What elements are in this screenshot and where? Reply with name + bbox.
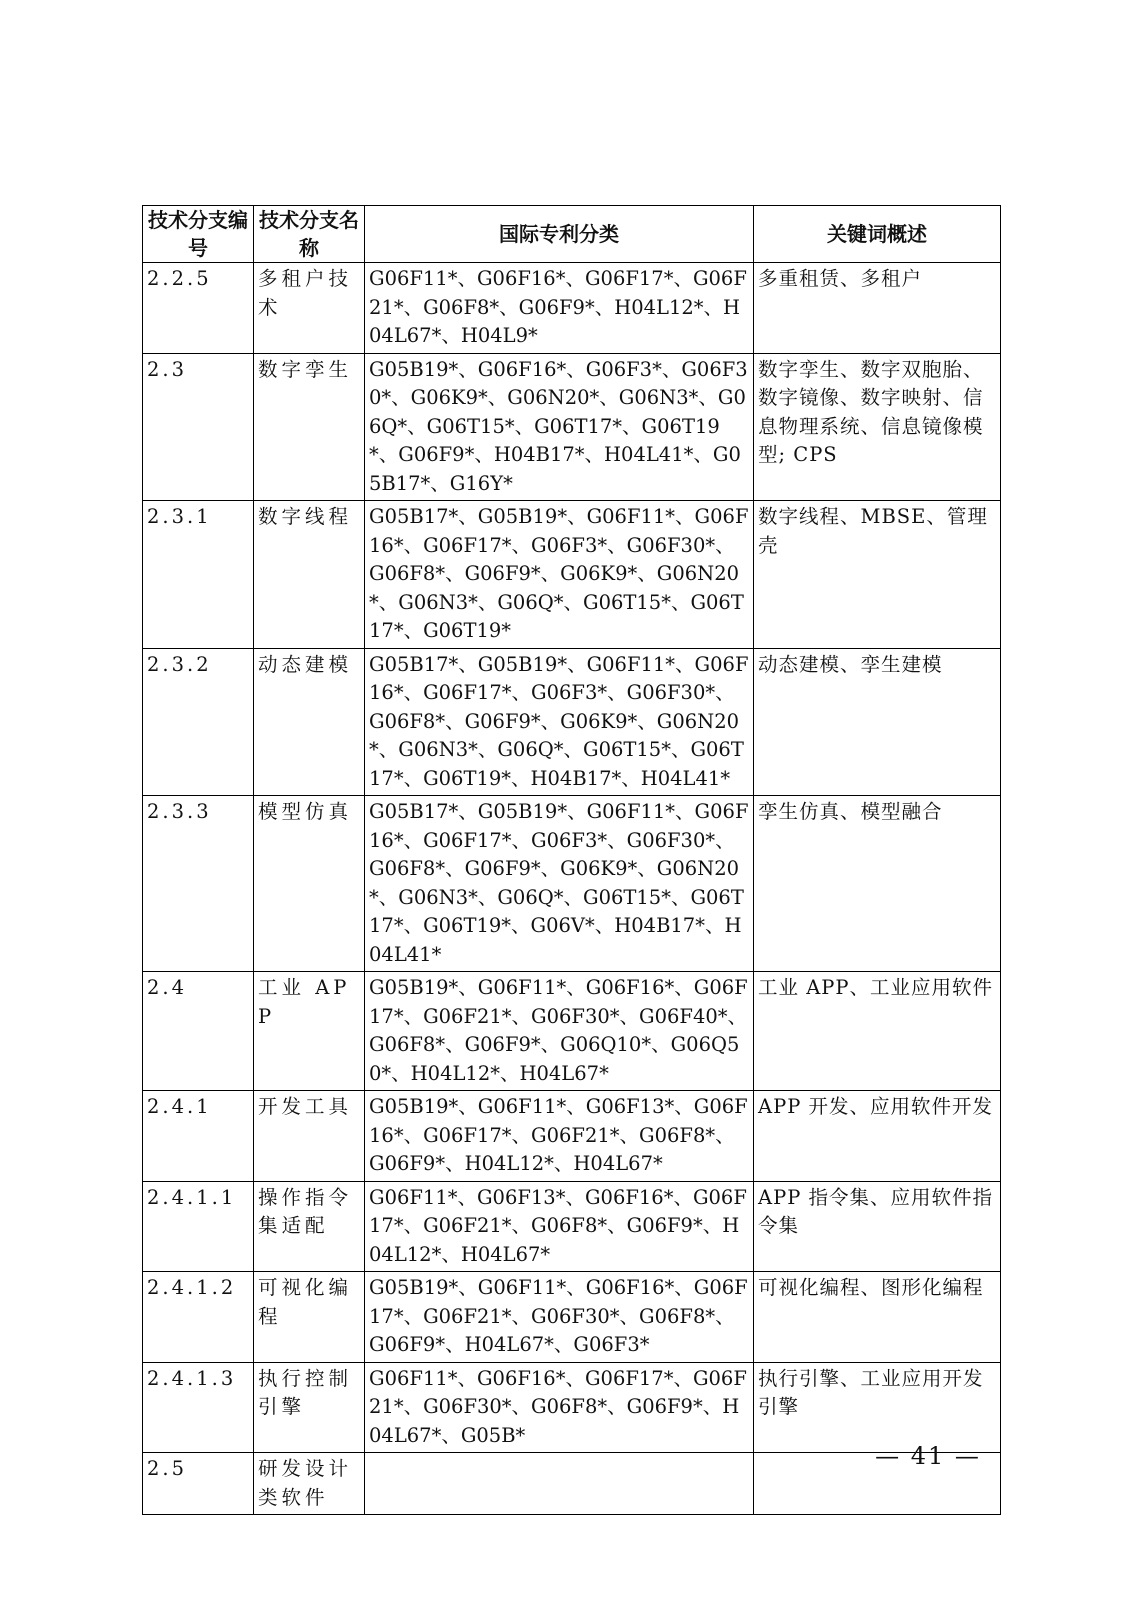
branch-name: 模型仿真: [254, 796, 365, 972]
branch-name: 开发工具: [254, 1091, 365, 1182]
keywords: 孪生仿真、模型融合: [754, 796, 1001, 972]
ipc-codes: G05B17*、G05B19*、G06F11*、G06F16*、G06F17*、G06F3*、G06F30*、G06F8*、G06F9*、G06K9*、G06N20*、G06N3*、G06Q*、G06T15*、G06T17*、G06T19*、H04B17*、H04L41*: [365, 648, 754, 796]
header-keywords: 关键词概述: [754, 206, 1001, 263]
table-row: [143, 501, 1001, 649]
keywords: APP 指令集、应用软件指令集: [754, 1181, 1001, 1272]
branch-code: 2.4.1.2: [143, 1272, 254, 1363]
table-row: [143, 796, 1001, 972]
header-ipc: 国际专利分类: [365, 206, 754, 263]
branch-name: 执行控制引擎: [254, 1362, 365, 1453]
keywords: 多重租赁、多租户: [754, 263, 1001, 354]
ipc-codes: G06F11*、G06F16*、G06F17*、G06F21*、G06F30*、G06F8*、G06F9*、H04L67*、G05B*: [365, 1362, 754, 1453]
table-row: [143, 353, 1001, 501]
table-row: [143, 1181, 1001, 1272]
branch-code: 2.4.1.3: [143, 1362, 254, 1453]
table-row: [143, 972, 1001, 1091]
branch-name: 多租户技术: [254, 263, 365, 354]
branch-name: 数字孪生: [254, 353, 365, 501]
page-number: — 41 —: [875, 1442, 981, 1470]
table-row: [143, 1272, 1001, 1363]
patent-classification-table: [142, 205, 1001, 1515]
keywords: 工业 APP、工业应用软件: [754, 972, 1001, 1091]
table-row: [143, 1091, 1001, 1182]
branch-code: 2.4.1.1: [143, 1181, 254, 1272]
ipc-codes: G06F11*、G06F13*、G06F16*、G06F17*、G06F21*、G06F8*、G06F9*、H04L12*、H04L67*: [365, 1181, 754, 1272]
keywords: 数字孪生、数字双胞胎、数字镜像、数字映射、信息物理系统、信息镜像模型; CPS: [754, 353, 1001, 501]
keywords: 执行引擎、工业应用开发引擎: [754, 1362, 1001, 1453]
ipc-codes: G06F11*、G06F16*、G06F17*、G06F21*、G06F8*、G06F9*、H04L12*、H04L67*、H04L9*: [365, 263, 754, 354]
branch-code: 2.3.1: [143, 501, 254, 649]
table-row: [143, 1362, 1001, 1453]
table-row: [143, 648, 1001, 796]
branch-name: 工业 APP: [254, 972, 365, 1091]
keywords: APP 开发、应用软件开发: [754, 1091, 1001, 1182]
keywords: 动态建模、孪生建模: [754, 648, 1001, 796]
ipc-codes: G05B17*、G05B19*、G06F11*、G06F16*、G06F17*、G06F3*、G06F30*、G06F8*、G06F9*、G06K9*、G06N20*、G06N3*、G06Q*、G06T15*、G06T17*、G06T19*: [365, 501, 754, 649]
ipc-codes: G05B19*、G06F11*、G06F13*、G06F16*、G06F17*、G06F21*、G06F8*、G06F9*、H04L12*、H04L67*: [365, 1091, 754, 1182]
header-branch-name: 技术分支名称: [254, 206, 365, 263]
branch-code: 2.4: [143, 972, 254, 1091]
ipc-codes: G05B19*、G06F11*、G06F16*、G06F17*、G06F21*、G06F30*、G06F40*、G06F8*、G06F9*、G06Q10*、G06Q50*、H04L12*、H04L67*: [365, 972, 754, 1091]
keywords: 数字线程、MBSE、管理壳: [754, 501, 1001, 649]
ipc-codes: G05B19*、G06F16*、G06F3*、G06F30*、G06K9*、G06N20*、G06N3*、G06Q*、G06T15*、G06T17*、G06T19*、G06F9*、H04B17*、H04L41*、G05B17*、G16Y*: [365, 353, 754, 501]
ipc-codes: [365, 1453, 754, 1515]
branch-code: 2.3.2: [143, 648, 254, 796]
branch-code: 2.4.1: [143, 1091, 254, 1182]
ipc-codes: G05B19*、G06F11*、G06F16*、G06F17*、G06F21*、G06F30*、G06F8*、G06F9*、H04L67*、G06F3*: [365, 1272, 754, 1363]
table-row: [143, 263, 1001, 354]
branch-code: 2.2.5: [143, 263, 254, 354]
keywords: 可视化编程、图形化编程: [754, 1272, 1001, 1363]
branch-name: 动态建模: [254, 648, 365, 796]
table-header-row: [143, 206, 1001, 263]
ipc-codes: G05B17*、G05B19*、G06F11*、G06F16*、G06F17*、G06F3*、G06F30*、G06F8*、G06F9*、G06K9*、G06N20*、G06N3*、G06Q*、G06T15*、G06T17*、G06T19*、G06V*、H04B17*、H04L41*: [365, 796, 754, 972]
header-branch-code: 技术分支编号: [143, 206, 254, 263]
branch-code: 2.5: [143, 1453, 254, 1515]
branch-code: 2.3.3: [143, 796, 254, 972]
branch-code: 2.3: [143, 353, 254, 501]
branch-name: 数字线程: [254, 501, 365, 649]
branch-name: 研发设计类软件: [254, 1453, 365, 1515]
branch-name: 操作指令集适配: [254, 1181, 365, 1272]
branch-name: 可视化编程: [254, 1272, 365, 1363]
